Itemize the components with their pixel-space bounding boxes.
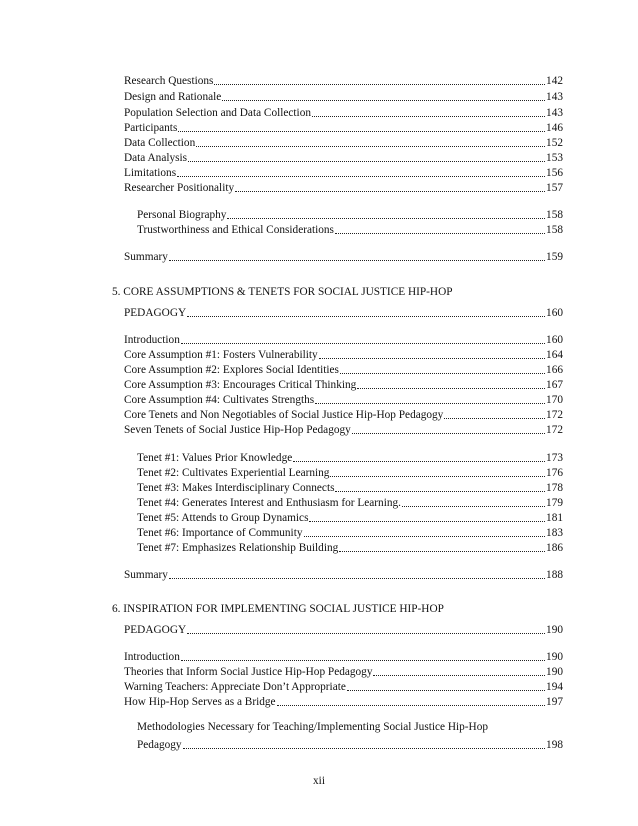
toc-subentry[interactable] [137, 480, 563, 496]
toc-entry[interactable] [124, 392, 563, 408]
dot-leader [188, 161, 545, 162]
toc-entry-page: 173 [546, 452, 563, 464]
toc-entry[interactable] [124, 347, 563, 363]
dot-leader [214, 84, 545, 85]
toc-entry-page: 172 [546, 424, 563, 436]
toc-entry[interactable] [124, 694, 563, 710]
toc-entry[interactable] [124, 165, 563, 181]
dot-leader [222, 100, 545, 101]
toc-entry-title: Researcher Positionality [124, 182, 235, 194]
toc-entry[interactable] [124, 422, 563, 438]
toc-entry-title: Trustworthiness and Ethical Considerations [137, 224, 334, 236]
toc-entry-page: 142 [546, 75, 563, 87]
dot-leader [181, 660, 545, 661]
toc-subentry[interactable] [137, 495, 563, 511]
toc-entry-title: Data Collection [124, 137, 196, 149]
toc-entry-page: 197 [546, 696, 563, 708]
dot-leader [319, 358, 545, 359]
dot-leader [304, 536, 546, 537]
toc-entry-summary[interactable] [124, 567, 563, 583]
toc-entry-title: Introduction [124, 651, 180, 663]
toc-subentry[interactable] [137, 525, 563, 541]
chapter-6-heading-continued[interactable] [124, 622, 563, 638]
toc-subentry-heading[interactable]: Methodologies Necessary for Teaching/Implementing Social Justice Hip-Hop [137, 721, 489, 733]
toc-entry-page: 190 [546, 666, 563, 678]
toc-entry[interactable] [124, 407, 563, 423]
toc-entry-page: 183 [546, 527, 563, 539]
toc-entry-title: Tenet #3: Makes Interdisciplinary Connects [137, 482, 335, 494]
toc-entry-title: Tenet #2: Cultivates Experiential Learning [137, 467, 330, 479]
dot-leader [181, 343, 545, 344]
toc-entry-page: 198 [546, 739, 563, 751]
toc-entry-title: PEDAGOGY [124, 307, 187, 319]
toc-entry-summary[interactable] [124, 249, 563, 265]
toc-entry[interactable] [124, 362, 563, 378]
dot-leader [352, 433, 545, 434]
toc-entry-title: Tenet #1: Values Prior Knowledge [137, 452, 293, 464]
dot-leader [335, 233, 545, 234]
toc-entry-title: Summary [124, 251, 168, 263]
toc-entry-page: 157 [546, 182, 563, 194]
toc-entry-title: Research Questions [124, 75, 214, 87]
dot-leader [339, 551, 545, 552]
toc-entry[interactable] [124, 135, 563, 151]
toc-entry-page: 190 [546, 624, 563, 636]
toc-entry-title: Data Analysis [124, 152, 188, 164]
dot-leader [402, 506, 545, 507]
toc-entry[interactable] [124, 180, 563, 196]
toc-entry-title: Introduction [124, 334, 180, 346]
dot-leader [187, 633, 545, 634]
dot-leader [312, 116, 545, 117]
toc-entry-page: 159 [546, 251, 563, 263]
dot-leader [330, 476, 545, 477]
toc-subentry[interactable] [137, 510, 563, 526]
toc-entry-title: Population Selection and Data Collection [124, 107, 311, 119]
toc-subentry-continued[interactable] [137, 737, 563, 753]
dot-leader [178, 131, 545, 132]
toc-entry[interactable] [124, 89, 563, 105]
toc-entry-page: 172 [546, 409, 563, 421]
dot-leader [187, 316, 545, 317]
toc-subentry[interactable] [137, 207, 563, 223]
dot-leader [335, 491, 545, 492]
dot-leader [227, 218, 545, 219]
toc-entry-title: Tenet #7: Emphasizes Relationship Building [137, 542, 339, 554]
dot-leader [373, 675, 545, 676]
toc-entry-page: 188 [546, 569, 563, 581]
toc-entry-page: 194 [546, 681, 563, 693]
toc-entry-title: Theories that Inform Social Justice Hip-Hop Pedagogy [124, 666, 373, 678]
toc-entry-title: PEDAGOGY [124, 624, 187, 636]
dot-leader [196, 146, 545, 147]
toc-entry[interactable] [124, 332, 563, 348]
toc-entry-title: Limitations [124, 167, 177, 179]
toc-entry[interactable] [124, 120, 563, 136]
chapter-5-heading[interactable]: 5. CORE ASSUMPTIONS & TENETS FOR SOCIAL JUSTICE HIP-HOP [112, 286, 453, 298]
toc-entry-title: Core Assumption #2: Explores Social Identities [124, 364, 339, 376]
toc-entry-title: Design and Rationale [124, 91, 222, 103]
dot-leader [169, 578, 545, 579]
toc-entry-title: Personal Biography [137, 209, 227, 221]
dot-leader [169, 260, 545, 261]
toc-entry-title: Core Assumption #1: Fosters Vulnerability [124, 349, 318, 361]
dot-leader [235, 191, 545, 192]
toc-entry-page: 160 [546, 307, 563, 319]
toc-entry-title: Seven Tenets of Social Justice Hip-Hop Pedagogy [124, 424, 351, 436]
toc-entry[interactable] [124, 73, 563, 89]
toc-entry-page: 156 [546, 167, 563, 179]
toc-entry-page: 190 [546, 651, 563, 663]
dot-leader [293, 461, 545, 462]
toc-entry-page: 176 [546, 467, 563, 479]
toc-entry[interactable] [124, 377, 563, 393]
toc-subentry[interactable] [137, 540, 563, 556]
toc-entry-title: Summary [124, 569, 168, 581]
dot-leader [277, 705, 546, 706]
toc-subentry[interactable] [137, 465, 563, 481]
dot-leader [315, 403, 545, 404]
dot-leader [357, 388, 545, 389]
dot-leader [444, 418, 545, 419]
toc-entry[interactable] [124, 664, 563, 680]
dot-leader [340, 373, 545, 374]
toc-entry-page: 143 [546, 91, 563, 103]
toc-entry-page: 179 [546, 497, 563, 509]
page-number: xii [313, 775, 325, 787]
toc-entry-page: 167 [546, 379, 563, 391]
toc-entry-title: Tenet #4: Generates Interest and Enthusiasm for Learning. [137, 497, 401, 509]
toc-entry-page: 170 [546, 394, 563, 406]
toc-entry-page: 181 [546, 512, 563, 524]
toc-entry-title: Core Tenets and Non Negotiables of Social Justice Hip-Hop Pedagogy [124, 409, 444, 421]
toc-entry-page: 146 [546, 122, 563, 134]
toc-entry-title: Core Assumption #4: Cultivates Strengths [124, 394, 315, 406]
toc-entry-page: 186 [546, 542, 563, 554]
toc-entry-title: How Hip-Hop Serves as a Bridge [124, 696, 276, 708]
toc-entry[interactable] [124, 649, 563, 665]
toc-entry-title: Tenet #6: Importance of Community [137, 527, 303, 539]
toc-entry-page: 153 [546, 152, 563, 164]
toc-entry-title: Participants [124, 122, 178, 134]
toc-entry[interactable] [124, 679, 563, 695]
toc-entry-page: 152 [546, 137, 563, 149]
dot-leader [347, 690, 545, 691]
toc-entry-title: Tenet #5: Attends to Group Dynamics [137, 512, 309, 524]
toc-entry[interactable] [124, 150, 563, 166]
toc-entry-title: Core Assumption #3: Encourages Critical Thinking [124, 379, 357, 391]
dot-leader [183, 748, 545, 749]
toc-entry-page: 166 [546, 364, 563, 376]
toc-entry[interactable] [124, 105, 563, 121]
dot-leader [177, 176, 545, 177]
dot-leader [309, 521, 545, 522]
toc-subentry[interactable] [137, 222, 563, 238]
chapter-5-heading-continued[interactable] [124, 305, 563, 321]
toc-entry-page: 143 [546, 107, 563, 119]
chapter-6-heading[interactable]: 6. INSPIRATION FOR IMPLEMENTING SOCIAL JUSTICE HIP-HOP [112, 603, 444, 615]
toc-entry-page: 158 [546, 209, 563, 221]
toc-entry-page: 158 [546, 224, 563, 236]
toc-entry-title: Warning Teachers: Appreciate Don’t Appropriate [124, 681, 346, 693]
toc-entry-page: 164 [546, 349, 563, 361]
toc-subentry[interactable] [137, 450, 563, 466]
toc-entry-page: 160 [546, 334, 563, 346]
toc-entry-page: 178 [546, 482, 563, 494]
toc-entry-title: Pedagogy [137, 739, 182, 751]
